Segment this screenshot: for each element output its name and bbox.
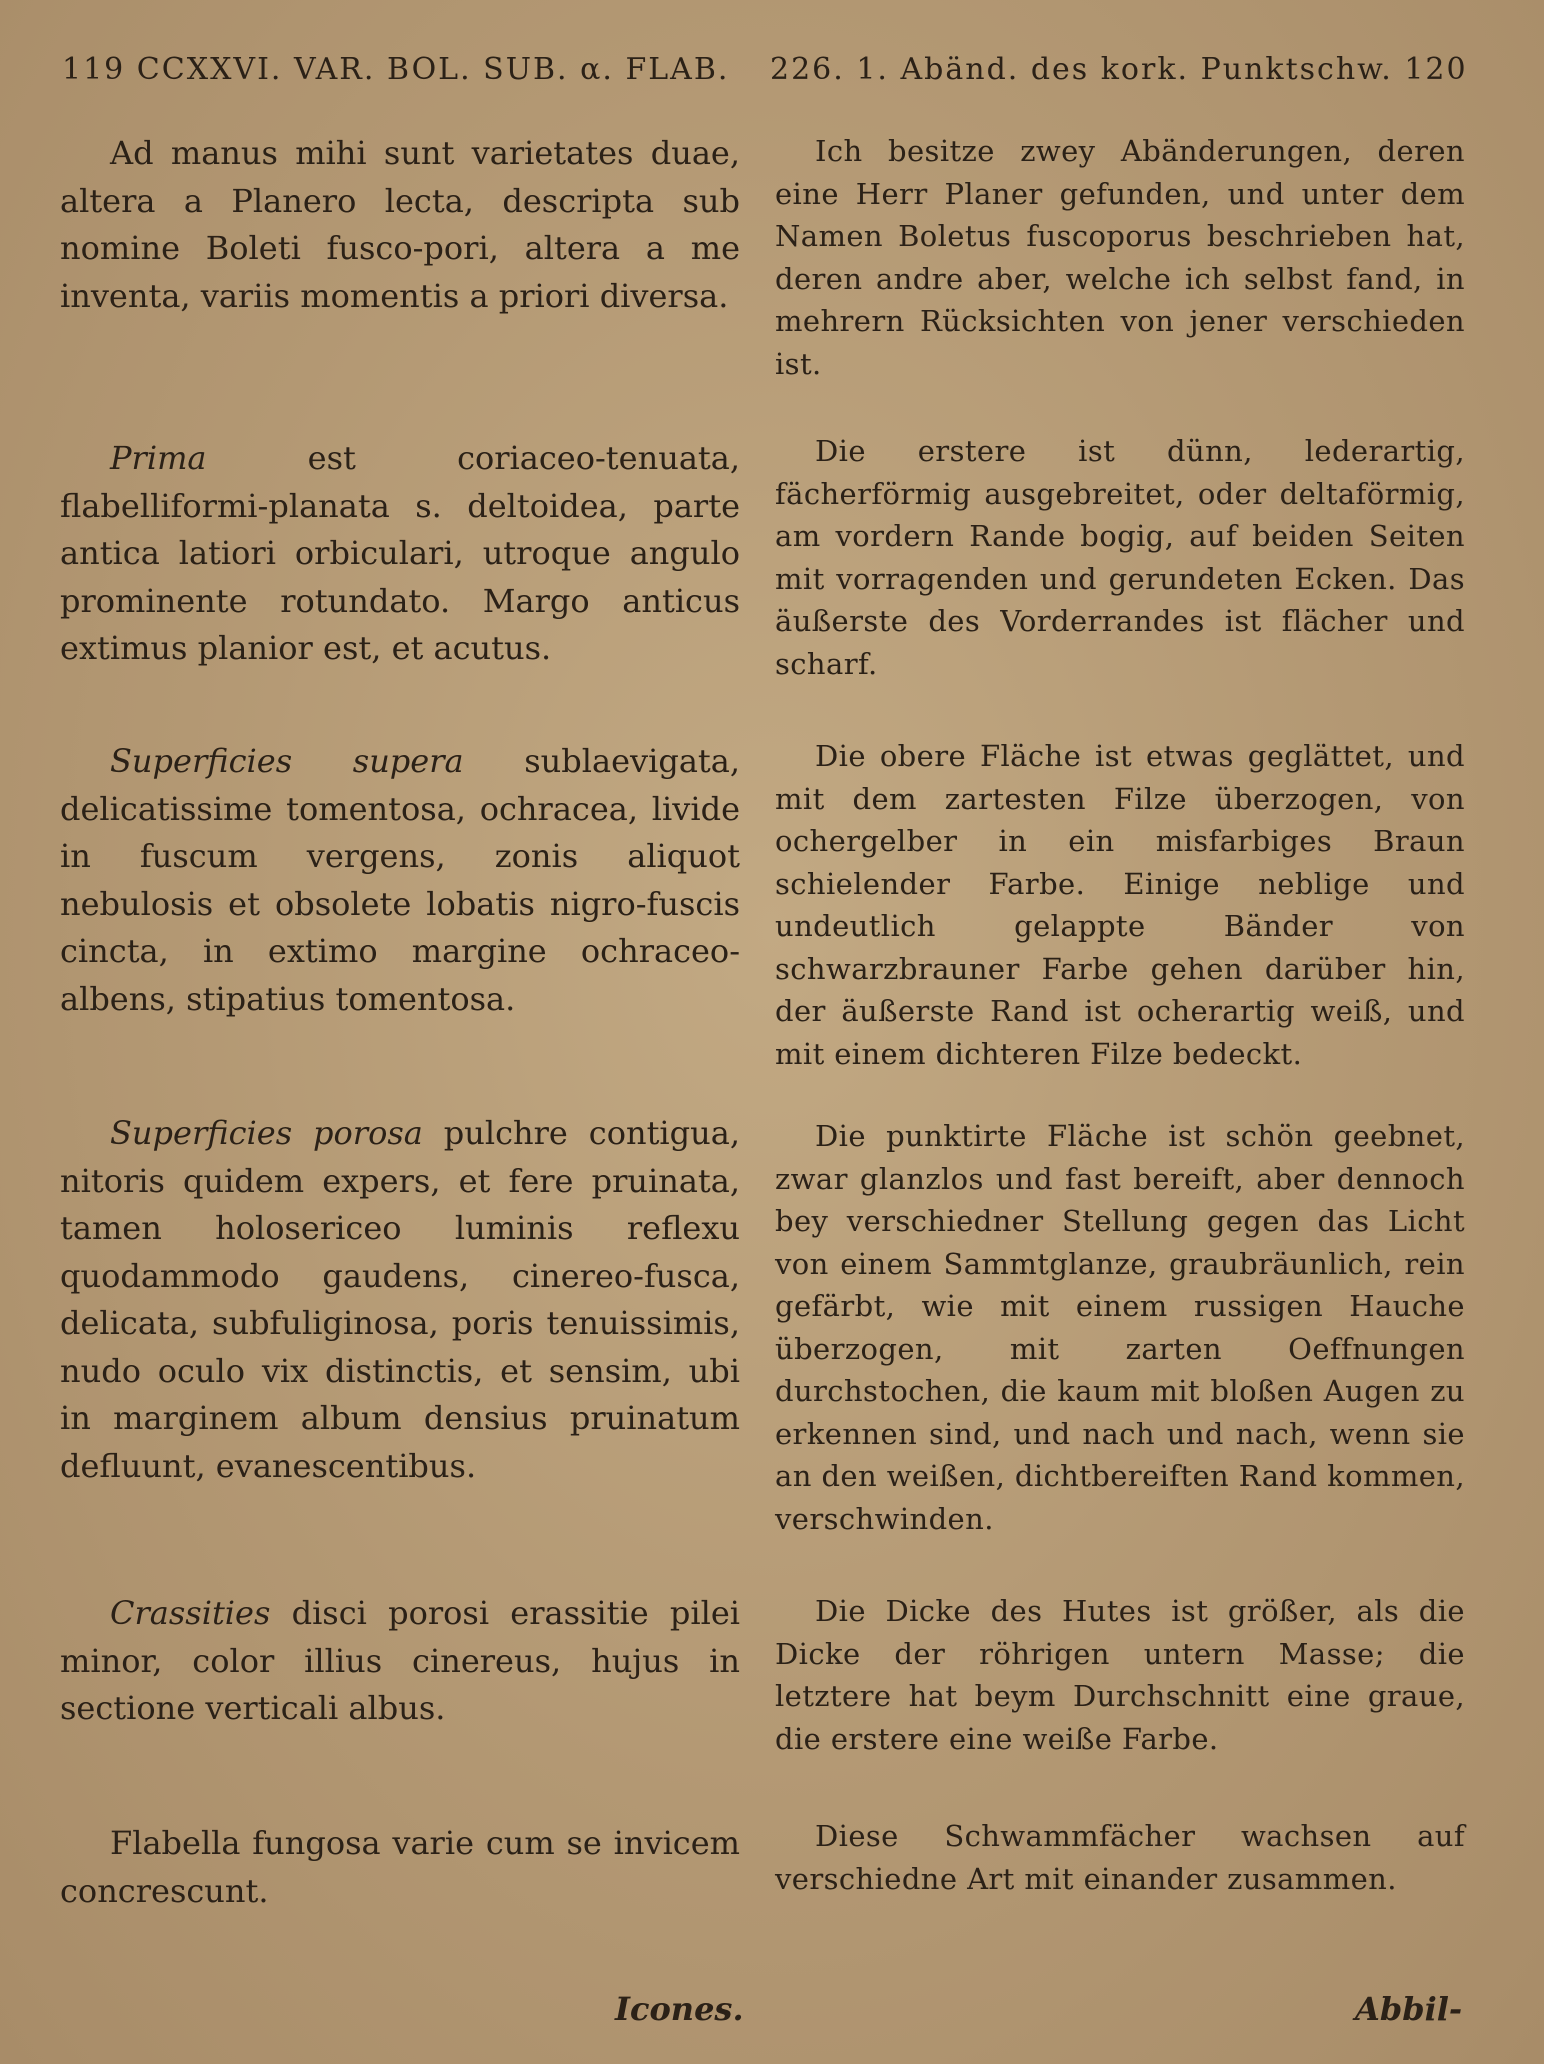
catchword-right: Abbil- bbox=[1355, 1990, 1463, 2028]
latin-paragraph bbox=[60, 1110, 740, 1490]
latin-lead: Superficies supera bbox=[110, 742, 464, 780]
latin-text: sublaevigata, delicatissime tomentosa, ochracea, livide in fuscum vergens, zonis aliquot nebulosis et obsolete lobatis nigro-fuscis cincta, in extimo margine ochraceo-albens, stipatius tomentosa. bbox=[60, 742, 740, 1018]
header-left: 119 CCXXVI. VAR. BOL. SUB. α. FLAB. bbox=[62, 52, 730, 87]
latin-paragraph bbox=[60, 738, 740, 1023]
latin-lead: Prima bbox=[110, 439, 207, 477]
header-right: 226. 1. Abänd. des kork. Punktschw. 120 bbox=[770, 52, 1468, 87]
latin-paragraph bbox=[60, 1820, 740, 1915]
german-paragraph: Ich besitze zwey Abänderungen, deren eine Herr Planer gefunden, und unter dem Namen Boletus fuscoporus beschrieben hat, deren andre aber, welche ich selbst fand, in mehrern Rücksichten von jener verschieden ist. bbox=[775, 134, 1465, 381]
german-paragraph: Die Dicke des Hutes ist größer, als die Dicke der röhrigen untern Masse; die letztere hat beym Durchschnitt eine graue, die erstere eine weiße Farbe. bbox=[775, 1594, 1465, 1756]
latin-paragraph bbox=[60, 435, 740, 673]
latin-text: Ad manus mihi sunt varietates duae, altera a Planero lecta, descripta sub nomine Boleti fusco-pori, altera a me inventa, variis momentis a priori diversa. bbox=[60, 134, 740, 315]
latin-paragraph bbox=[60, 130, 740, 320]
latin-lead: Superficies porosa bbox=[110, 1114, 423, 1152]
german-paragraph: Die obere Fläche ist etwas geglättet, und mit dem zartesten Filze überzogen, von ochergelber in ein misfarbiges Braun schielender Farbe. Einige neblige und undeutlich gelappte Bänder von schwarzbrauner Farbe gehen darüber hin, der äußerste Rand ist ocherartig weiß, und mit einem dichteren Filze bedeckt. bbox=[775, 739, 1465, 1071]
catchword-left: Icones. bbox=[615, 1990, 744, 2028]
latin-text: est coriaceo-tenuata, flabelliformi-planata s. deltoidea, parte antica latiori orbiculari, utroque angulo prominente rotundato. Margo anticus extimus planior est, et acutus. bbox=[60, 439, 740, 667]
latin-text: pulchre contigua, nitoris quidem expers, et fere pruinata, tamen holosericeo luminis reflexu quodammodo gaudens, cinereo-fusca, delicata, subfuliginosa, poris tenuissimis, nudo oculo vix distinctis, et sensim, ubi in marginem album densius pruinatum defluunt, evanescentibus. bbox=[60, 1114, 741, 1485]
german-paragraph: Diese Schwammfächer wachsen auf verschiedne Art mit einander zusammen. bbox=[775, 1819, 1465, 1896]
german-paragraph: Die erstere ist dünn, lederartig, fächerförmig ausgebreitet, oder deltaförmig, am vordern Rande bogig, auf beiden Seiten mit vorragenden und gerundeten Ecken. Das äußerste des Vorderrandes ist flächer und scharf. bbox=[775, 434, 1465, 681]
latin-lead: Crassities bbox=[110, 1594, 271, 1632]
latin-text: Flabella fungosa varie cum se invicem concrescunt. bbox=[60, 1824, 740, 1910]
german-paragraph: Die punktirte Fläche ist schön geebnet, zwar glanzlos und fast bereift, aber dennoch bey verschiedner Stellung gegen das Licht von einem Sammtglanze, graubräunlich, rein gefärbt, wie mit einem russigen Hauche überzogen, mit zarten Oeffnungen durchstochen, die kaum mit bloßen Augen zu erkennen sind, und nach und nach, wenn sie an den weißen, dichtbereiften Rand kommen, verschwinden. bbox=[775, 1119, 1465, 1536]
latin-text: disci porosi erassitie pilei minor, color illius cinereus, hujus in sectione verticali albus. bbox=[60, 1594, 740, 1727]
latin-paragraph bbox=[60, 1590, 740, 1733]
